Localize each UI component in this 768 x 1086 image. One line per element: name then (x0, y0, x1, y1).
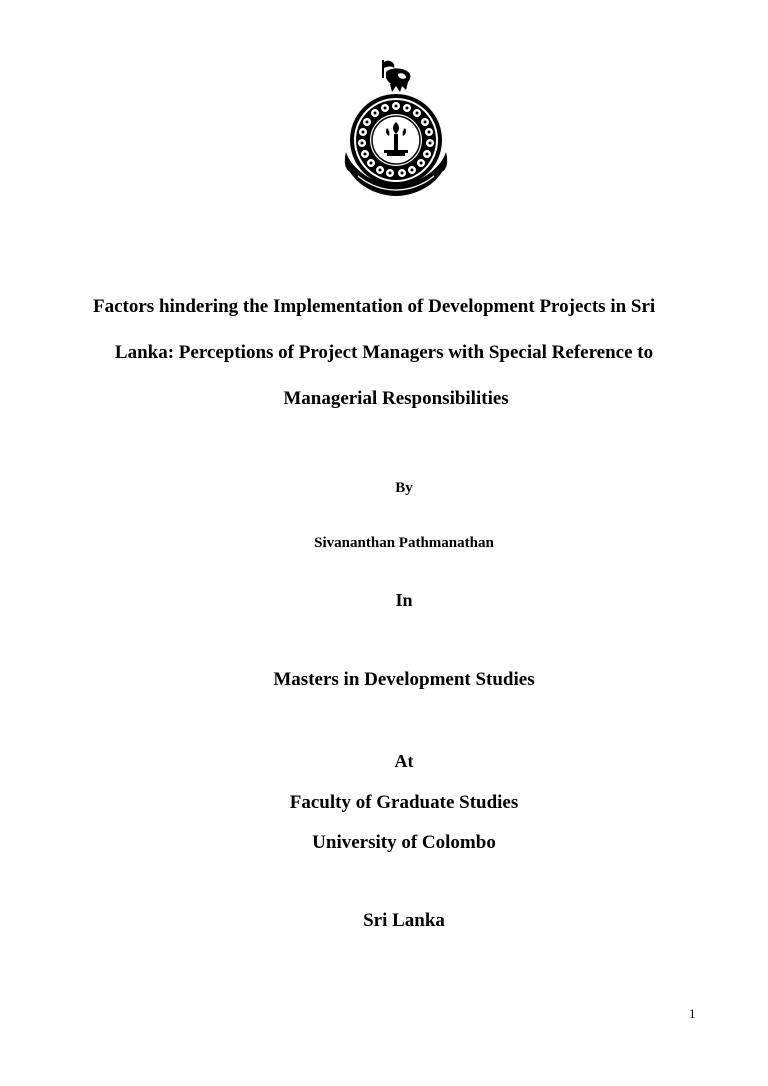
at-label: At (394, 751, 414, 771)
title-line-3: Managerial Responsibilities (283, 388, 509, 409)
by-label: By (395, 480, 413, 496)
page-number: 1 (689, 1006, 696, 1021)
lion-emblem-icon (382, 60, 410, 92)
degree-name: Masters in Development Studies (273, 669, 535, 690)
title-line-1: Factors hindering the Implementation of Development Projects in Sri (93, 296, 656, 317)
in-label: In (395, 590, 413, 610)
university-name: University of Colombo (312, 832, 496, 853)
university-crest-icon (340, 56, 452, 198)
faculty-name: Faculty of Graduate Studies (289, 792, 519, 813)
country-name: Sri Lanka (363, 910, 445, 931)
author-name: Sivananthan Pathmanathan (314, 535, 494, 551)
title-line-2: Lanka: Perceptions of Project Managers with Special Reference to (114, 342, 654, 363)
